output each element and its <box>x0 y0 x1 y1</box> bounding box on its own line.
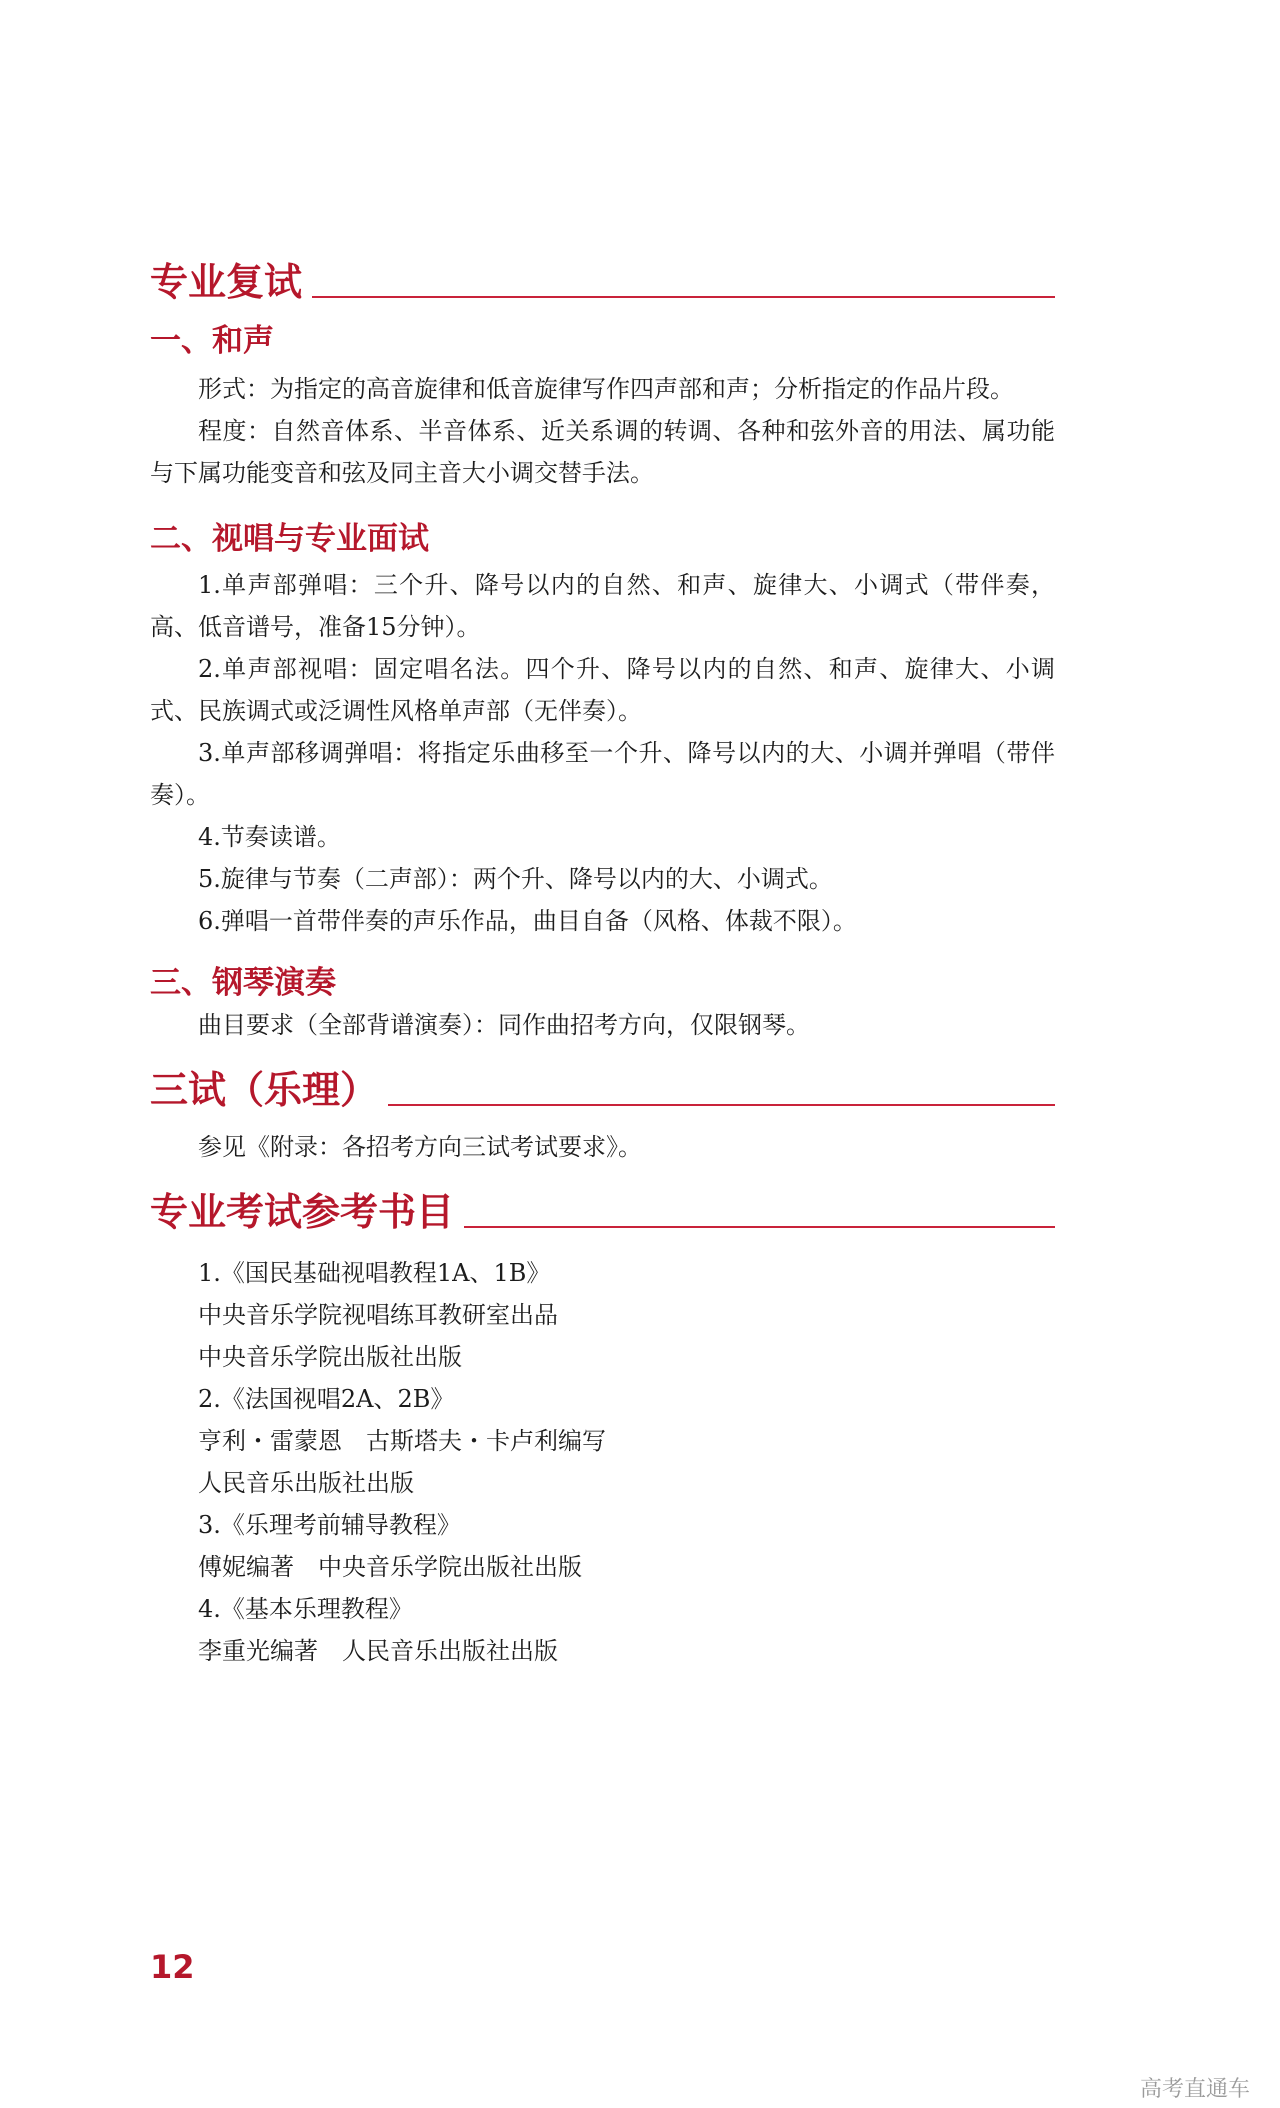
book-list-line: 中央音乐学院视唱练耳教研室出品 <box>198 1301 558 1329</box>
section-title-third: 三试（乐理） <box>150 1068 379 1112</box>
subsection-title-piano: 三、钢琴演奏 <box>150 965 336 1001</box>
book-list-line: 3.《乐理考前辅导教程》 <box>198 1511 461 1539</box>
section-header-books <box>150 1188 1055 1236</box>
page-number: 12 <box>150 1948 195 1986</box>
book-list-line: 1.《国民基础视唱教程1A、1B》 <box>198 1259 551 1287</box>
third-exam-reference: 参见《附录：各招考方向三试考试要求》。 <box>198 1133 642 1161</box>
book-list-line: 2.《法国视唱2A、2B》 <box>198 1385 455 1413</box>
section-rule <box>312 296 1055 298</box>
book-list-line: 中央音乐学院出版社出版 <box>198 1343 462 1371</box>
solfege-item: 6.弹唱一首带伴奏的声乐作品，曲目自备（风格、体裁不限）。 <box>198 907 857 935</box>
book-list <box>150 1252 1055 1672</box>
harmony-form-paragraph: 形式：为指定的高音旋律和低音旋律写作四声部和声；分析指定的作品片段。 <box>198 375 1014 403</box>
watermark: 高考直通车 <box>1139 2077 1250 2102</box>
section-header-retest <box>150 258 1055 306</box>
section-rule <box>388 1104 1055 1106</box>
section-rule <box>464 1226 1055 1228</box>
book-list-line: 4.《基本乐理教程》 <box>198 1595 413 1623</box>
solfege-item: 1.单声部弹唱：三个升、降号以内的自然、和声、旋律大、小调式（带伴奏，高、低音谱号，准备15分钟）。 <box>150 571 1055 641</box>
subsection-title-solfege: 二、视唱与专业面试 <box>150 521 429 557</box>
section-title-retest: 专业复试 <box>150 260 303 304</box>
book-list-line: 李重光编著 人民音乐出版社出版 <box>198 1637 558 1665</box>
book-list-line: 亨利・雷蒙恩 古斯塔夫・卡卢利编写 <box>198 1427 606 1455</box>
solfege-item: 3.单声部移调弹唱：将指定乐曲移至一个升、降号以内的大、小调并弹唱（带伴奏）。 <box>150 739 1055 809</box>
section-header-third <box>150 1066 1055 1114</box>
subsection-title-harmony: 一、和声 <box>150 323 274 359</box>
solfege-item: 2.单声部视唱：固定唱名法。四个升、降号以内的自然、和声、旋律大、小调式、民族调式或泛调性风格单声部（无伴奏）。 <box>150 655 1055 725</box>
harmony-level-paragraph: 程度：自然音体系、半音体系、近关系调的转调、各种和弦外音的用法、属功能与下属功能变音和弦及同主音大小调交替手法。 <box>150 417 1055 487</box>
section-title-books: 专业考试参考书目 <box>150 1190 455 1234</box>
solfege-item: 5.旋律与节奏（二声部）：两个升、降号以内的大、小调式。 <box>198 865 833 893</box>
solfege-item: 4.节奏读谱。 <box>198 823 341 851</box>
book-list-line: 傅妮编著 中央音乐学院出版社出版 <box>198 1553 582 1581</box>
book-list-line: 人民音乐出版社出版 <box>198 1469 414 1497</box>
piano-requirement: 曲目要求（全部背谱演奏）：同作曲招考方向，仅限钢琴。 <box>198 1011 810 1039</box>
page-content <box>150 258 1055 1672</box>
